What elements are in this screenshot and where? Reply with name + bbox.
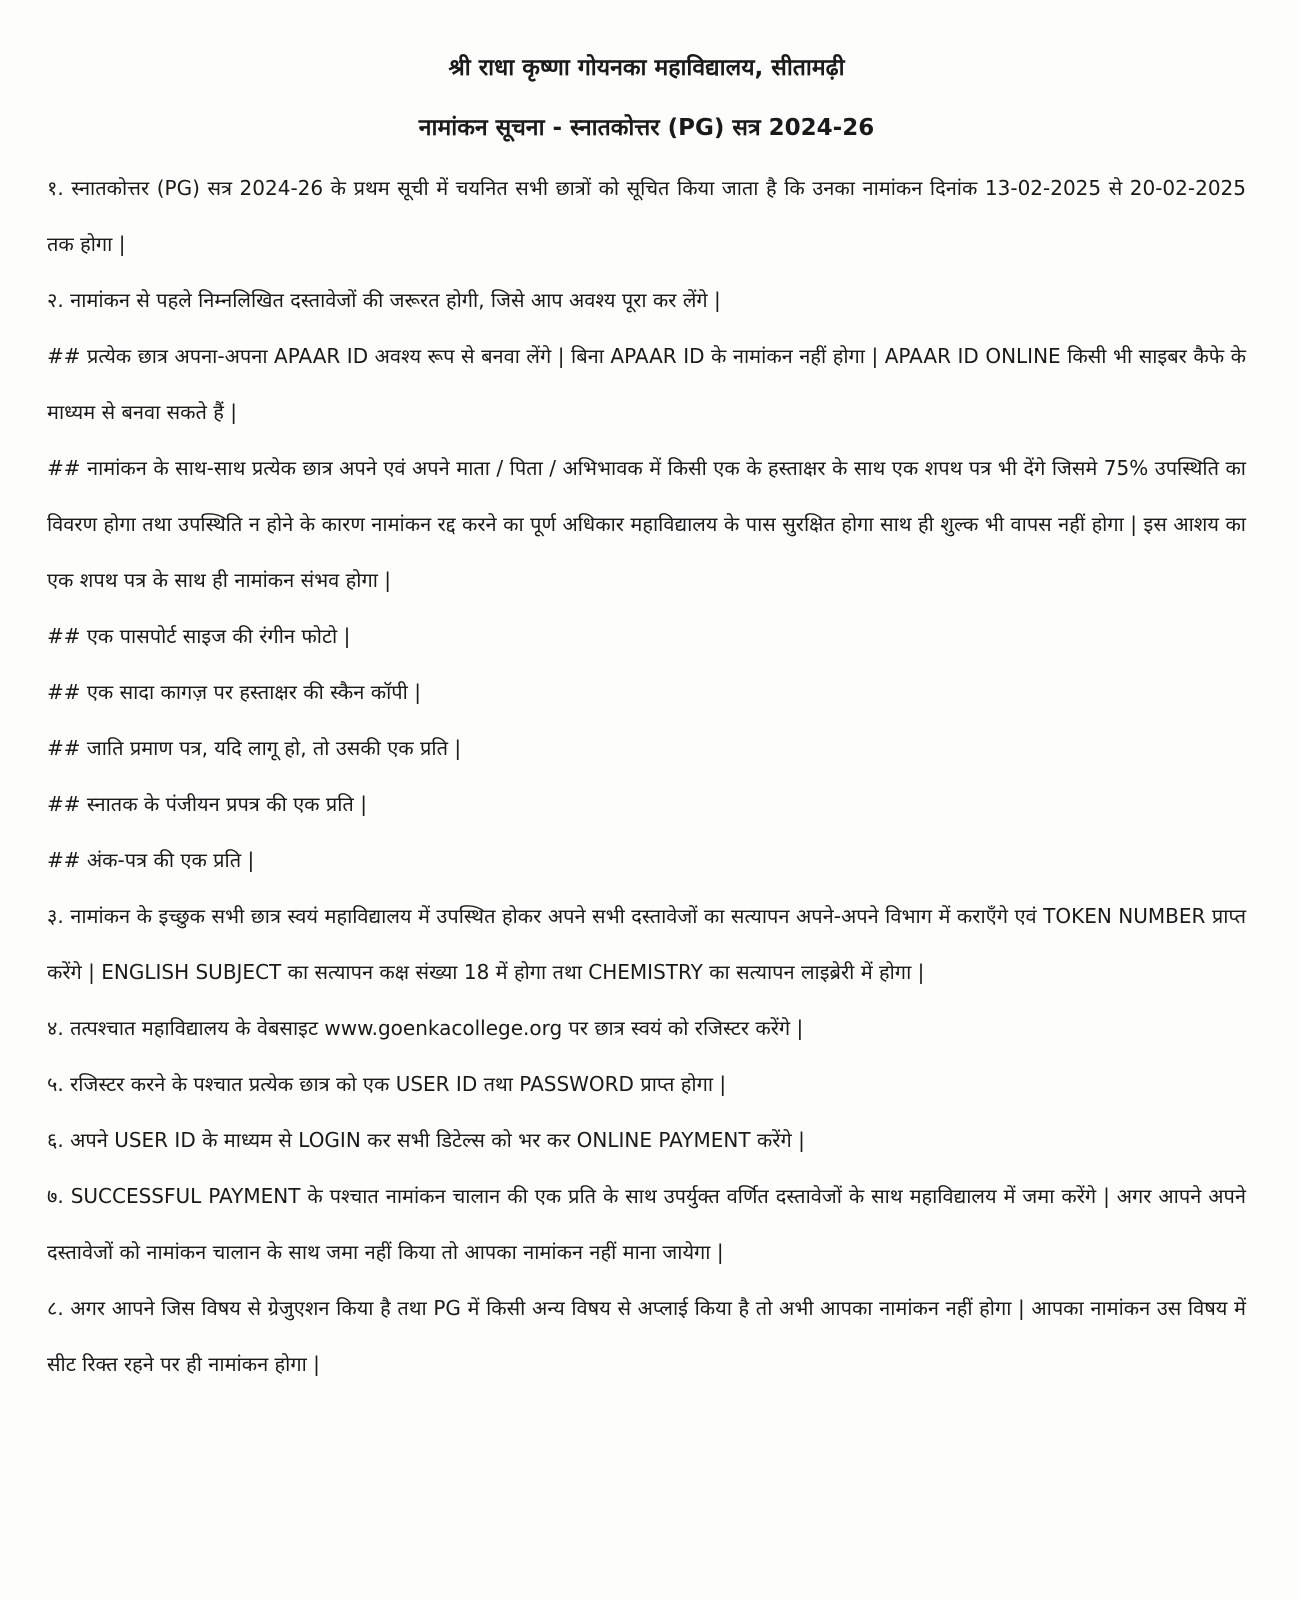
paragraph-5-user-id: ५. रजिस्टर करने के पश्चात प्रत्येक छात्र को एक USER ID तथा PASSWORD प्राप्त होगा | [47, 1072, 727, 1096]
item-marksheet: ## अंक-पत्र की एक प्रति | [47, 848, 255, 872]
item-registration-form: ## स्नातक के पंजीयन प्रपत्र की एक प्रति | [47, 792, 367, 816]
item-signature-scan: ## एक सादा कागज़ पर हस्ताक्षर की स्कैन कॉपी | [47, 680, 421, 704]
paragraph-1-admission-dates: १. स्नातकोत्तर (PG) सत्र 2024-26 के प्रथम सूची में चयनित सभी छात्रों को सूचित किया जाता है कि उनका नामांकन दिनांक 13-02-2025 से 20-02-2025 तक होगा | [47, 176, 1246, 256]
item-passport-photo: ## एक पासपोर्ट साइज की रंगीन फोटो | [47, 624, 351, 648]
item-apaar-id: ## प्रत्येक छात्र अपना-अपना APAAR ID अवश्य रूप से बनवा लेंगे | बिना APAAR ID के नामांकन नहीं होगा | APAAR ID ONLINE किसी भी साइबर कैफे के माध्यम से बनवा सकते हैं | [47, 344, 1246, 424]
item-caste-certificate: ## जाति प्रमाण पत्र, यदि लागू हो, तो उसकी एक प्रति | [47, 736, 462, 760]
notice-title: नामांकन सूचना - स्नातकोत्तर (PG) सत्र 2024-26 [418, 115, 875, 141]
item-affidavit: ## नामांकन के साथ-साथ प्रत्येक छात्र अपने एवं अपने माता / पिता / अभिभावक में किसी एक के हस्ताक्षर के साथ एक शपथ पत्र भी देंगे जिसमे 75% उपस्थिति का विवरण होगा तथा उपस्थिति न होने के कारण नामांकन रद्द करने का पूर्ण अधिकार महाविद्यालय के पास सुरक्षित होगा साथ ही शुल्क भी वापस नहीं होगा | इस आशय का एक शपथ पत्र के साथ ही नामांकन संभव होगा | [47, 456, 1246, 592]
college-name: श्री राधा कृष्णा गोयनका महाविद्यालय, सीतामढ़ी [448, 55, 845, 81]
paragraph-3-verification: ३. नामांकन के इच्छुक सभी छात्र स्वयं महाविद्यालय में उपस्थित होकर अपने सभी दस्तावेजों का सत्यापन अपने-अपने विभाग में कराएँगे एवं TOKEN NUMBER प्राप्त करेंगे | ENGLISH SUBJECT का सत्यापन कक्ष संख्या 18 में होगा तथा CHEMISTRY का सत्यापन लाइब्रेरी में होगा | [47, 904, 1246, 984]
paragraph-4-website-registration: ४. तत्पश्चात महाविद्यालय के वेबसाइट www.goenkacollege.org पर छात्र स्वयं को रजिस्टर करेंगे | [47, 1016, 804, 1040]
paragraph-2-required-documents: २. नामांकन से पहले निम्नलिखित दस्तावेजों की जरूरत होगी, जिसे आप अवश्य पूरा कर लेंगे | [47, 288, 721, 312]
paragraph-8-subject-change: ८. अगर आपने जिस विषय से ग्रेजुएशन किया है तथा PG में किसी अन्य विषय से अप्लाई किया है तो अभी आपका नामांकन नहीं होगा | आपका नामांकन उस विषय में सीट रिक्त रहने पर ही नामांकन होगा | [47, 1296, 1246, 1376]
paragraph-6-online-payment: ६. अपने USER ID के माध्यम से LOGIN कर सभी डिटेल्स को भर कर ONLINE PAYMENT करेंगे | [47, 1128, 805, 1152]
paragraph-7-submit-documents: ७. SUCCESSFUL PAYMENT के पश्चात नामांकन चालान की एक प्रति के साथ उपर्युक्त वर्णित दस्तावेजों के साथ महाविद्यालय में जमा करेंगे | अगर आपने अपने दस्तावेजों को नामांकन चालान के साथ जमा नहीं किया तो आपका नामांकन नहीं माना जायेगा | [47, 1184, 1246, 1264]
